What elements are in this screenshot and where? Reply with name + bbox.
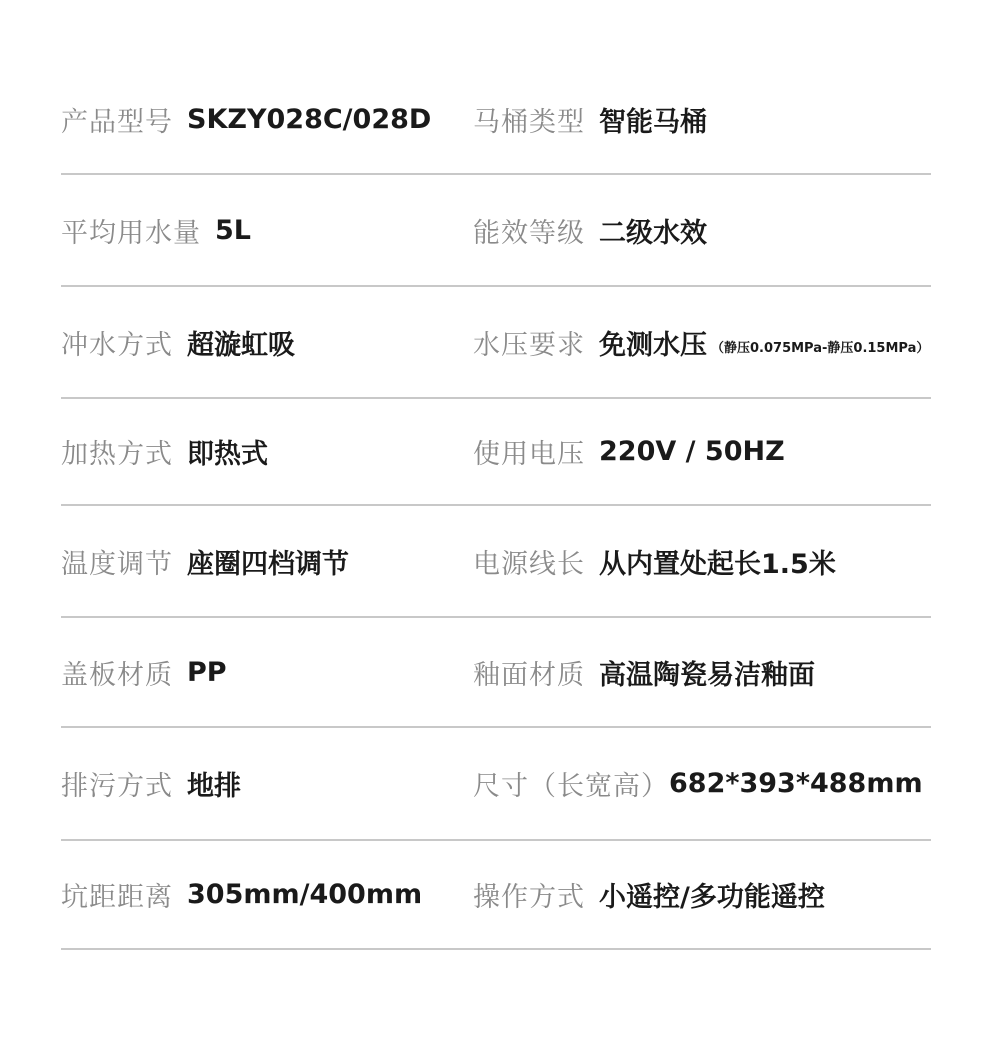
spec-label: 盖板材质	[61, 659, 173, 691]
spec-item-voltage	[473, 399, 785, 504]
spec-value: 座圈四档调节	[187, 548, 349, 580]
spec-note: （静压0.075MPa-静压0.15MPa）	[711, 340, 930, 356]
spec-value: 即热式	[187, 439, 268, 470]
spec-label: 产品型号	[61, 107, 173, 138]
spec-row	[61, 66, 931, 175]
spec-table	[61, 66, 931, 950]
spec-item-flush-method	[61, 287, 295, 397]
spec-value: 220V / 50HZ	[599, 436, 785, 467]
spec-value: 682*393*488mm	[669, 768, 923, 799]
spec-label: 使用电压	[473, 439, 585, 470]
spec-label: 温度调节	[61, 548, 173, 580]
spec-value: PP	[187, 656, 227, 688]
spec-item-model	[61, 66, 431, 173]
spec-label: 操作方式	[473, 882, 585, 913]
spec-row	[61, 618, 931, 728]
spec-item-power-cord	[473, 506, 836, 616]
spec-value: 智能马桶	[599, 107, 707, 138]
spec-item-water-pressure	[473, 287, 929, 397]
spec-value: 免测水压	[599, 329, 707, 361]
spec-row	[61, 841, 931, 950]
spec-item-dimensions	[473, 728, 923, 839]
spec-label: 坑距距离	[61, 882, 173, 913]
spec-row	[61, 399, 931, 506]
spec-value: 高温陶瓷易洁釉面	[599, 659, 815, 691]
spec-label: 尺寸（长宽高）	[473, 771, 669, 802]
spec-label: 电源线长	[473, 548, 585, 580]
spec-value: 305mm/400mm	[187, 879, 423, 910]
spec-value: 超漩虹吸	[187, 329, 295, 361]
spec-item-water-usage	[61, 175, 251, 285]
spec-item-temperature	[61, 506, 349, 616]
spec-item-efficiency-grade	[473, 175, 707, 285]
spec-label: 釉面材质	[473, 659, 585, 691]
spec-item-rough-in	[61, 841, 422, 948]
spec-value: 小遥控/多功能遥控	[599, 882, 825, 913]
spec-label: 加热方式	[61, 439, 173, 470]
spec-label: 冲水方式	[61, 329, 173, 361]
spec-label: 平均用水量	[61, 217, 201, 249]
spec-value: 5L	[215, 214, 251, 246]
spec-row	[61, 175, 931, 287]
spec-value: 地排	[187, 771, 241, 802]
spec-item-drain-method	[61, 728, 241, 839]
spec-label: 马桶类型	[473, 107, 585, 138]
spec-item-toilet-type	[473, 66, 707, 173]
spec-row	[61, 287, 931, 399]
spec-value: SKZY028C/028D	[187, 104, 432, 135]
spec-label: 排污方式	[61, 771, 173, 802]
spec-item-glaze-material	[473, 618, 815, 726]
spec-item-operation	[473, 841, 825, 948]
spec-value: 从内置处起长1.5米	[599, 548, 836, 580]
spec-label: 能效等级	[473, 217, 585, 249]
spec-row	[61, 506, 931, 618]
spec-value: 二级水效	[599, 217, 707, 249]
spec-item-lid-material	[61, 618, 227, 726]
spec-label: 水压要求	[473, 329, 585, 361]
spec-row	[61, 728, 931, 841]
spec-item-heating-method	[61, 399, 268, 504]
